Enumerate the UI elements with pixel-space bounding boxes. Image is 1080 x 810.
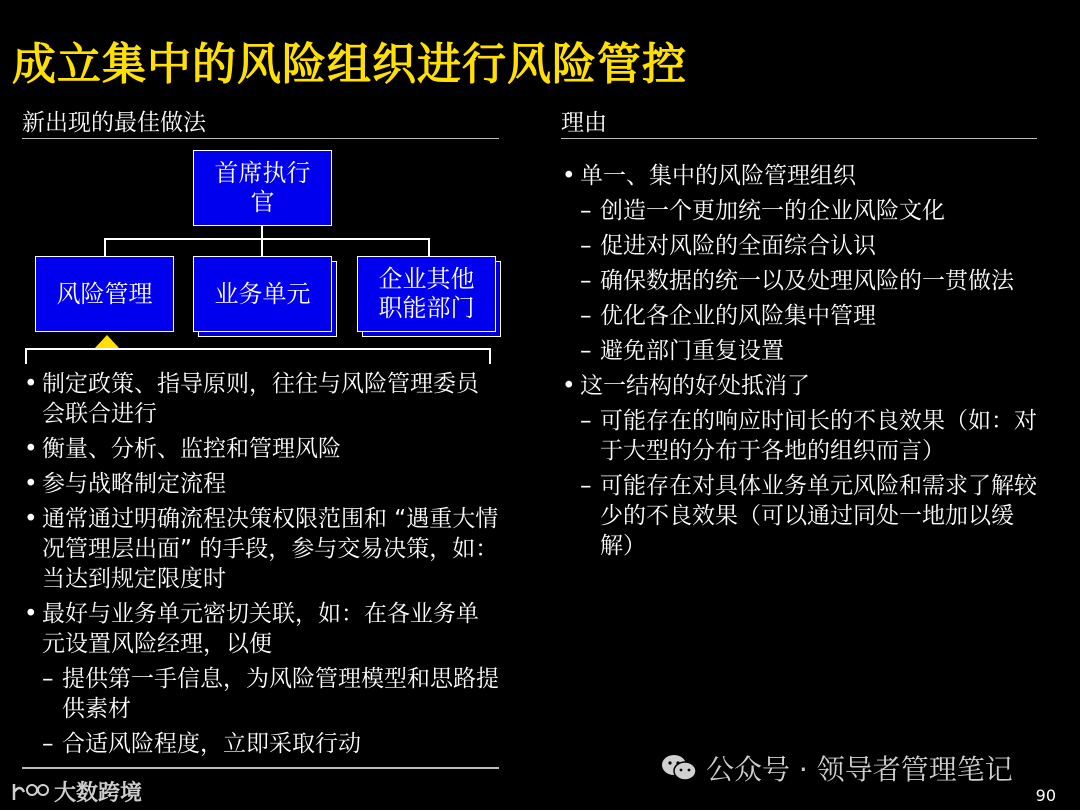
list-subitem: – 优化各企业的风险集中管理 <box>580 301 1040 331</box>
list-subitem: – 促进对风险的全面综合认识 <box>580 231 1040 261</box>
connector-line <box>104 238 429 240</box>
footer-divider <box>22 767 499 769</box>
org-box-ceo: 首席执行官 <box>193 150 332 226</box>
list-item: • 这一结构的好处抵消了 <box>562 371 1040 401</box>
watermark-right <box>660 748 1013 788</box>
list-subitem: – 合适风险程度，立即采取行动 <box>42 729 499 759</box>
list-item: • 制定政策、指导原则，往往与风险管理委员会联合进行 <box>24 369 499 429</box>
list-item: • 单一、集中的风险管理组织 <box>562 161 1040 191</box>
list-subitem: – 提供第一手信息，为风险管理模型和思路提供素材 <box>42 664 499 724</box>
left-bullet-list <box>24 369 499 764</box>
list-subitem: – 可能存在的响应时间长的不良效果（如：对于大型的分布于各地的组织而言） <box>580 406 1040 466</box>
left-column-heading: 新出现的最佳做法 <box>22 104 499 139</box>
right-column-heading: 理由 <box>561 104 1037 139</box>
watermark-left <box>10 776 142 807</box>
right-bullet-list <box>562 161 1040 566</box>
slide-title: 成立集中的风险组织进行风险管控 <box>12 39 687 90</box>
list-subitem: – 创造一个更加统一的企业风险文化 <box>580 196 1040 226</box>
connector-line <box>104 238 106 256</box>
wechat-icon <box>660 752 698 784</box>
bracket-line <box>25 348 491 350</box>
page-number: 90 <box>1035 786 1056 805</box>
connector-line <box>261 238 263 256</box>
list-item: • 衡量、分析、监控和管理风险 <box>24 434 499 464</box>
list-subitem: – 确保数据的统一以及处理风险的一贯做法 <box>580 266 1040 296</box>
list-subitem: – 避免部门重复设置 <box>580 336 1040 366</box>
org-box-business-unit: 业务单元 <box>193 256 332 332</box>
watermark-left-text: 大数跨境 <box>54 781 143 806</box>
connector-line <box>428 238 430 256</box>
brand-logo-icon <box>10 780 50 804</box>
watermark-right-text: 公众号 · 领导者管理笔记 <box>706 753 1013 786</box>
bracket-line <box>489 348 491 364</box>
org-box-other-functions: 企业其他职能部门 <box>357 256 496 332</box>
list-subitem: – 可能存在对具体业务单元风险和需求了解较少的不良效果（可以通过同处一地加以缓解） <box>580 471 1040 561</box>
bracket-line <box>25 348 27 364</box>
pointer-triangle <box>94 335 120 349</box>
org-box-risk-management: 风险管理 <box>35 256 174 332</box>
list-item: • 参与战略制定流程 <box>24 469 499 499</box>
list-item: • 最好与业务单元密切关联，如：在各业务单元设置风险经理，以便 <box>24 599 499 659</box>
list-item: • 通常通过明确流程决策权限范围和 “遇重大情况管理层出面” 的手段，参与交易决策，如：当达到规定限度时 <box>24 504 499 594</box>
